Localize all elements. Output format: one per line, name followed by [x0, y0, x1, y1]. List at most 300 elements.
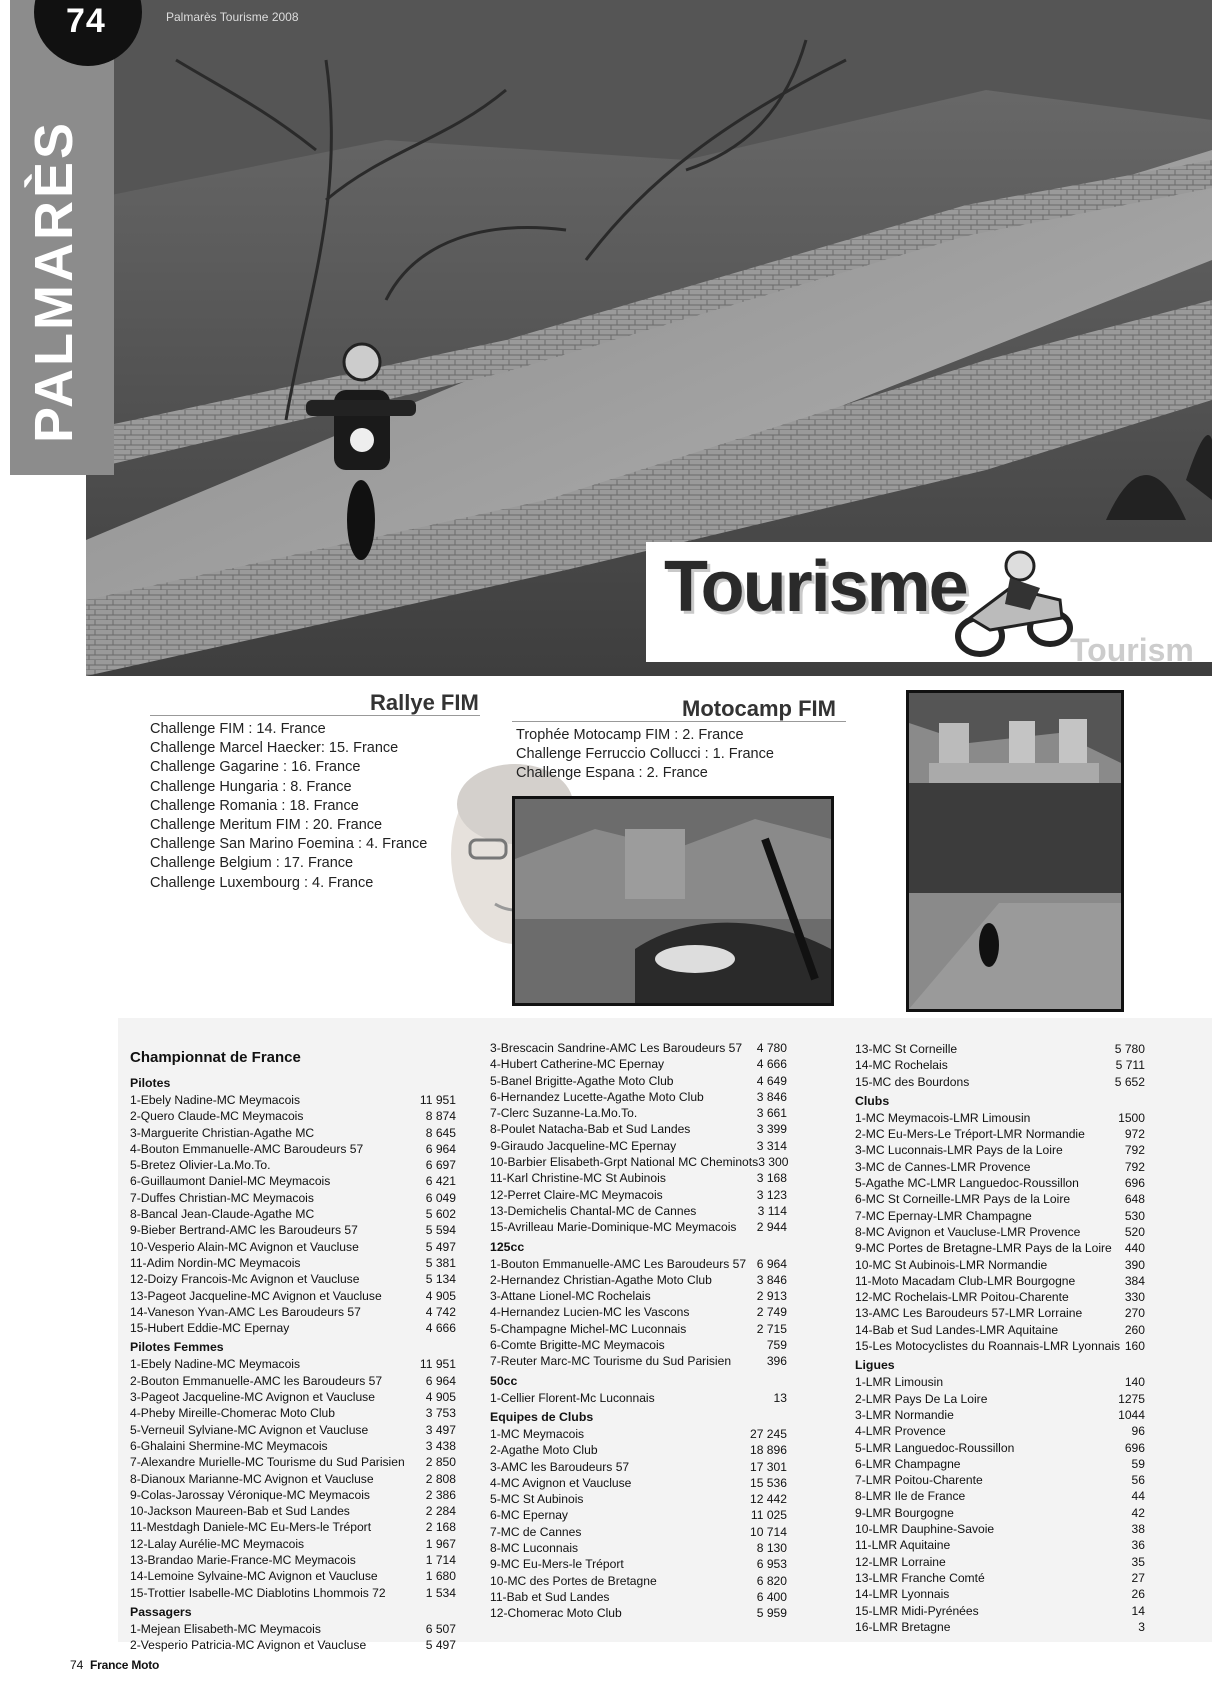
result-name: 6-Comte Brigitte-MC Meymacois	[490, 1338, 665, 1353]
result-name: 9-Colas-Jarossay Véronique-MC Meymacois	[130, 1487, 370, 1502]
result-name: 11-Adim Nordin-MC Meymacois	[130, 1255, 301, 1270]
result-name: 8-MC Luconnais	[490, 1541, 579, 1556]
result-name: 5-Agathe MC-LMR Languedoc-Roussillon	[855, 1176, 1079, 1191]
result-name: 4-Hernandez Lucien-MC les Vascons	[490, 1305, 690, 1320]
result-name: 6-Ghalaini Shermine-MC Meymacois	[130, 1438, 328, 1453]
result-name: 13-Brandao Marie-France-MC Meymacois	[130, 1553, 356, 1568]
group-title: 50cc	[490, 1373, 518, 1388]
result-name: 10-MC des Portes de Bretagne	[490, 1573, 657, 1588]
result-name: 7-MC de Cannes	[490, 1524, 582, 1539]
result-name: 14-Vaneson Yvan-AMC Les Baroudeurs 57	[130, 1304, 361, 1319]
result-points: 4 905	[425, 1288, 456, 1303]
table-row	[130, 1552, 456, 1568]
table-row	[490, 1304, 787, 1320]
result-name: 12-Lalay Aurélie-MC Meymacois	[130, 1536, 305, 1551]
table-row	[130, 1222, 456, 1238]
table-row	[855, 1338, 1145, 1354]
table-row	[490, 1187, 787, 1203]
result-rows	[130, 1092, 456, 1336]
result-rows	[130, 1621, 456, 1654]
table-row	[855, 1057, 1145, 1073]
result-name: 15-MC des Bourdons	[855, 1074, 970, 1089]
table-row	[855, 1257, 1145, 1273]
result-points: 6 400	[756, 1589, 787, 1604]
result-points: 270	[1124, 1306, 1145, 1321]
table-row	[490, 1321, 787, 1337]
table-row	[855, 1440, 1145, 1456]
result-points: 11 951	[419, 1357, 456, 1372]
result-name: 12-Perret Claire-MC Meymacois	[490, 1187, 663, 1202]
result-points: 5 652	[1114, 1074, 1145, 1089]
result-points: 15 536	[750, 1475, 787, 1490]
result-points: 2 168	[425, 1520, 456, 1535]
result-name: 7-Clerc Suzanne-La.Mo.To.	[490, 1106, 638, 1121]
result-points: 2 386	[425, 1487, 456, 1502]
result-name: 2-LMR Pays De La Loire	[855, 1391, 988, 1406]
result-rows	[855, 1110, 1145, 1354]
result-points: 96	[1131, 1424, 1145, 1439]
table-row	[490, 1089, 787, 1105]
rallye-list	[150, 720, 427, 893]
table-row	[490, 1475, 787, 1491]
table-row	[490, 1040, 787, 1056]
result-name: 9-MC Eu-Mers-le Tréport	[490, 1557, 624, 1572]
result-name: 13-Pageot Jacqueline-MC Avignon et Vaucluse	[130, 1288, 382, 1303]
result-points: 3 399	[756, 1122, 787, 1137]
result-points: 792	[1124, 1143, 1145, 1158]
table-row	[490, 1353, 787, 1369]
result-name: 10-MC St Aubinois-LMR Normandie	[855, 1257, 1048, 1272]
table-row	[130, 1503, 456, 1519]
result-points: 59	[1131, 1456, 1145, 1471]
result-name: 8-Bancal Jean-Claude-Agathe MC	[130, 1207, 315, 1222]
motorcycle-village-photo	[512, 796, 834, 1006]
section-title: PALMARÈS	[24, 119, 84, 443]
running-head: Palmarès Tourisme 2008	[166, 10, 299, 24]
result-points: 390	[1124, 1257, 1145, 1272]
result-name: 8-MC Avignon et Vaucluse-LMR Provence	[855, 1224, 1081, 1239]
result-points: 8 874	[425, 1109, 456, 1124]
table-row	[855, 1142, 1145, 1158]
list-item: Challenge Luxembourg : 4. France	[150, 874, 374, 891]
result-points: 17 301	[750, 1459, 787, 1474]
table-row	[855, 1603, 1145, 1619]
table-row	[490, 1170, 787, 1186]
result-name: 2-Quero Claude-MC Meymacois	[130, 1109, 304, 1124]
result-points: 5 497	[425, 1638, 456, 1653]
result-name: 4-LMR Provence	[855, 1424, 946, 1439]
table-row	[490, 1154, 787, 1170]
result-name: 11-Karl Christine-MC St Aubinois	[490, 1171, 666, 1186]
table-row	[855, 1126, 1145, 1142]
result-name: 14-Lemoine Sylvaine-MC Avignon et Vaucluse	[130, 1569, 378, 1584]
result-name: 15-Les Motocyclistes du Roannais-LMR Lyonnais	[855, 1339, 1121, 1354]
result-points: 2 808	[425, 1471, 456, 1486]
result-points: 56	[1131, 1473, 1145, 1488]
result-name: 1-LMR Limousin	[855, 1375, 944, 1390]
result-points: 2 850	[425, 1455, 456, 1470]
result-name: 10-Vesperio Alain-MC Avignon et Vaucluse	[130, 1239, 359, 1254]
table-row	[855, 1456, 1145, 1472]
list-item: Challenge Belgium : 17. France	[150, 855, 354, 872]
result-name: 9-MC Portes de Bretagne-LMR Pays de la Loire	[855, 1241, 1112, 1256]
result-points: 648	[1124, 1192, 1145, 1207]
result-points: 4 742	[425, 1304, 456, 1319]
table-row	[855, 1191, 1145, 1207]
result-points: 3 753	[425, 1406, 456, 1421]
result-name: 9-Giraudo Jacqueline-MC Epernay	[490, 1138, 677, 1153]
result-name: 13-MC St Corneille	[855, 1042, 958, 1056]
result-points: 26	[1131, 1587, 1145, 1602]
group-title: Pilotes	[130, 1076, 171, 1090]
result-name: 2-Agathe Moto Club	[490, 1443, 598, 1458]
result-points: 160	[1124, 1339, 1145, 1354]
result-name: 5-Banel Brigitte-Agathe Moto Club	[490, 1073, 674, 1088]
result-name: 1-Ebely Nadine-MC Meymacois	[130, 1093, 301, 1107]
table-row	[490, 1390, 787, 1406]
result-name: 3-Marguerite Christian-Agathe MC	[130, 1125, 315, 1140]
group-title: Passagers	[130, 1604, 192, 1619]
result-name: 5-MC St Aubinois	[490, 1492, 584, 1507]
list-item: Challenge San Marino Foemina : 4. France	[150, 836, 428, 853]
result-points: 5 497	[425, 1239, 456, 1254]
result-name: 3-Pageot Jacqueline-MC Avignon et Vaucluse	[130, 1390, 375, 1405]
result-points: 6 964	[756, 1256, 787, 1271]
table-row	[130, 1288, 456, 1304]
result-name: 11-LMR Aquitaine	[855, 1538, 951, 1553]
result-points: 696	[1124, 1176, 1145, 1191]
table-row	[130, 1320, 456, 1336]
table-row	[490, 1219, 787, 1235]
result-points: 11 951	[419, 1093, 456, 1107]
result-points: 3 168	[756, 1171, 787, 1186]
result-name: 9-Bieber Bertrand-AMC les Baroudeurs 57	[130, 1223, 358, 1238]
list-item: Trophée Motocamp FIM : 2. France	[516, 727, 744, 743]
result-name: 12-Chomerac Moto Club	[490, 1606, 622, 1621]
result-name: 15-Hubert Eddie-MC Epernay	[130, 1321, 290, 1336]
table-row	[130, 1173, 456, 1189]
result-points: 6 421	[425, 1174, 456, 1189]
table-row	[855, 1074, 1145, 1090]
result-name: 3-LMR Normandie	[855, 1407, 954, 1422]
result-name: 3-Attane Lionel-MC Rochelais	[490, 1289, 651, 1304]
table-row	[490, 1589, 787, 1605]
table-row	[855, 1521, 1145, 1537]
racing-rider-icon	[950, 548, 1080, 663]
result-name: 1-MC Meymacois	[490, 1426, 585, 1441]
result-points: 3 114	[757, 1203, 787, 1218]
table-row	[855, 1619, 1145, 1635]
result-name: 2-Hernandez Christian-Agathe Moto Club	[490, 1272, 712, 1287]
table-row	[130, 1519, 456, 1535]
result-points: 36	[1131, 1538, 1145, 1553]
list-item: Challenge Gagarine : 16. France	[150, 759, 361, 776]
result-name: 4-Bouton Emmanuelle-AMC Baroudeurs 57	[130, 1141, 364, 1156]
table-row	[855, 1240, 1145, 1256]
castle-road-photo	[906, 690, 1124, 1012]
table-row	[130, 1141, 456, 1157]
table-row	[490, 1459, 787, 1475]
result-points: 3 438	[425, 1438, 456, 1453]
result-rows	[490, 1390, 787, 1406]
result-name: 1-Bouton Emmanuelle-AMC Les Baroudeurs 57	[490, 1256, 747, 1271]
result-points: 5 381	[425, 1255, 456, 1270]
result-points: 13	[773, 1390, 787, 1405]
result-name: 11-Mestdagh Daniele-MC Eu-Mers-le Tréport	[130, 1520, 372, 1535]
table-row	[130, 1255, 456, 1271]
table-row	[855, 1423, 1145, 1439]
table-row	[855, 1208, 1145, 1224]
group-title: Clubs	[855, 1093, 890, 1108]
result-points: 530	[1124, 1208, 1145, 1223]
result-name: 2-MC Eu-Mers-Le Tréport-LMR Normandie	[855, 1127, 1085, 1142]
results-column-1	[130, 1048, 456, 1654]
result-name: 1-Mejean Elisabeth-MC Meymacois	[130, 1621, 321, 1636]
result-name: 2-Bouton Emmanuelle-AMC les Baroudeurs 57	[130, 1373, 383, 1388]
result-name: 1-Ebely Nadine-MC Meymacois	[130, 1357, 301, 1372]
result-name: 13-AMC Les Baroudeurs 57-LMR Lorraine	[855, 1306, 1083, 1321]
result-name: 1-MC Meymacois-LMR Limousin	[855, 1110, 1031, 1125]
result-name: 11-Bab et Sud Landes	[490, 1589, 610, 1604]
table-row	[130, 1585, 456, 1601]
group-title: 125cc	[490, 1239, 525, 1254]
table-row	[855, 1586, 1145, 1602]
result-points: 2 944	[756, 1220, 787, 1235]
result-points: 1275	[1118, 1391, 1145, 1406]
table-row	[855, 1159, 1145, 1175]
result-points: 44	[1131, 1489, 1145, 1504]
page-footer	[70, 1658, 159, 1672]
result-name: 3-Brescacin Sandrine-AMC Les Baroudeurs 57	[490, 1041, 743, 1055]
table-row	[130, 1304, 456, 1320]
result-points: 5 134	[425, 1272, 456, 1287]
result-name: 3-MC Luconnais-LMR Pays de la Loire	[855, 1143, 1063, 1158]
table-row	[130, 1092, 456, 1108]
table-row	[130, 1206, 456, 1222]
result-name: 10-Barbier Elisabeth-Grpt National MC Cheminots	[490, 1155, 759, 1170]
result-points: 5 602	[425, 1207, 456, 1222]
headline-ghost: Tourism	[1070, 632, 1194, 668]
results-column-3	[855, 1041, 1145, 1635]
result-points: 1500	[1118, 1110, 1145, 1125]
table-row	[130, 1373, 456, 1389]
result-points: 972	[1124, 1127, 1145, 1142]
result-name: 6-Guillaumont Daniel-MC Meymacois	[130, 1174, 331, 1189]
list-item: Challenge FIM : 14. France	[150, 721, 326, 737]
result-points: 1 714	[425, 1553, 456, 1568]
result-points: 42	[1131, 1505, 1145, 1520]
table-row	[130, 1157, 456, 1173]
table-row	[855, 1322, 1145, 1338]
result-points: 38	[1131, 1522, 1145, 1537]
result-points: 1 680	[425, 1569, 456, 1584]
table-row	[130, 1454, 456, 1470]
result-name: 14-LMR Lyonnais	[855, 1587, 950, 1602]
result-points: 8 645	[425, 1125, 456, 1140]
group-title: Equipes de Clubs	[490, 1409, 594, 1424]
divider	[150, 715, 480, 716]
result-name: 15-Avrilleau Marie-Dominique-MC Meymacois	[490, 1220, 737, 1235]
list-item: Challenge Marcel Haecker: 15. France	[150, 740, 399, 757]
result-name: 12-LMR Lorraine	[855, 1554, 946, 1569]
result-points: 2 913	[756, 1289, 787, 1304]
table-row	[855, 1041, 1145, 1057]
table-row	[130, 1125, 456, 1141]
table-row	[130, 1536, 456, 1552]
result-points: 3 846	[756, 1089, 787, 1104]
result-points: 6 953	[756, 1557, 787, 1572]
result-points: 2 715	[756, 1321, 787, 1336]
result-points: 1044	[1118, 1407, 1145, 1422]
result-name: 10-Jackson Maureen-Bab et Sud Landes	[130, 1504, 350, 1519]
footer-magazine: France Moto	[90, 1658, 160, 1672]
result-points: 330	[1124, 1290, 1145, 1305]
table-row	[130, 1356, 456, 1372]
table-row	[855, 1407, 1145, 1423]
table-row	[855, 1374, 1145, 1390]
result-points: 792	[1124, 1159, 1145, 1174]
table-row	[490, 1056, 787, 1072]
table-row	[855, 1505, 1145, 1521]
table-row	[855, 1224, 1145, 1240]
table-row	[490, 1337, 787, 1353]
motocamp-title: Motocamp FIM	[682, 696, 836, 721]
result-points: 2 749	[756, 1305, 787, 1320]
result-points: 4 905	[425, 1390, 456, 1405]
result-points: 14	[1131, 1603, 1145, 1618]
result-points: 1 534	[425, 1585, 456, 1600]
result-name: 12-Doizy Francois-Mc Avignon et Vaucluse	[130, 1272, 360, 1287]
result-name: 7-Alexandre Murielle-MC Tourisme du Sud Parisien	[130, 1455, 405, 1470]
result-name: 8-LMR Ile de France	[855, 1489, 966, 1504]
result-rows	[490, 1426, 787, 1622]
result-rows	[490, 1256, 787, 1370]
table-row	[130, 1190, 456, 1206]
rallye-title: Rallye FIM	[370, 690, 479, 715]
result-points: 696	[1124, 1440, 1145, 1455]
result-points: 3 497	[425, 1422, 456, 1437]
result-points: 3 300	[758, 1155, 789, 1170]
table-row	[490, 1524, 787, 1540]
table-row	[130, 1568, 456, 1584]
result-points: 3 123	[756, 1187, 787, 1202]
table-row	[855, 1110, 1145, 1126]
result-name: 3-MC de Cannes-LMR Provence	[855, 1159, 1031, 1174]
table-row	[490, 1442, 787, 1458]
result-name: 3-AMC les Baroudeurs 57	[490, 1459, 630, 1474]
result-points: 12 442	[750, 1492, 787, 1507]
result-name: 7-LMR Poitou-Charente	[855, 1473, 983, 1488]
result-name: 8-Dianoux Marianne-MC Avignon et Vaucluse	[130, 1471, 374, 1486]
table-row	[490, 1105, 787, 1121]
result-name: 5-Bretez Olivier-La.Mo.To.	[130, 1158, 271, 1173]
list-item: Challenge Espana : 2. France	[516, 765, 708, 782]
table-row	[130, 1239, 456, 1255]
table-row	[130, 1471, 456, 1487]
result-rows	[490, 1040, 787, 1236]
result-points: 6 049	[425, 1190, 456, 1205]
result-points: 5 594	[425, 1223, 456, 1238]
table-row	[855, 1391, 1145, 1407]
table-row	[130, 1637, 456, 1653]
result-name: 5-Champagne Michel-MC Luconnais	[490, 1321, 687, 1336]
result-name: 1-Cellier Florent-Mc Luconnais	[490, 1390, 655, 1405]
result-name: 4-MC Avignon et Vaucluse	[490, 1475, 632, 1490]
result-points: 440	[1124, 1241, 1145, 1256]
table-row	[130, 1271, 456, 1287]
result-points: 6 964	[425, 1373, 456, 1388]
result-name: 8-Poulet Natacha-Bab et Sud Landes	[490, 1122, 691, 1137]
result-points: 759	[766, 1338, 787, 1353]
table-row	[490, 1073, 787, 1089]
result-name: 15-Trottier Isabelle-MC Diablotins Lhommois 72	[130, 1585, 386, 1600]
result-points: 6 820	[756, 1573, 787, 1588]
table-row	[130, 1405, 456, 1421]
result-name: 10-LMR Dauphine-Savoie	[855, 1522, 995, 1537]
result-name: 7-Reuter Marc-MC Tourisme du Sud Parisien	[490, 1354, 732, 1369]
result-points: 1 967	[425, 1536, 456, 1551]
result-name: 14-Bab et Sud Landes-LMR Aquitaine	[855, 1322, 1059, 1337]
divider	[512, 721, 846, 722]
result-points: 2 284	[425, 1504, 456, 1519]
group-title: Ligues	[855, 1358, 895, 1373]
result-points: 11 025	[750, 1508, 787, 1523]
table-row	[855, 1488, 1145, 1504]
result-points: 35	[1131, 1554, 1145, 1569]
result-name: 11-Moto Macadam Club-LMR Bourgogne	[855, 1273, 1076, 1288]
table-row	[855, 1175, 1145, 1191]
table-row	[855, 1537, 1145, 1553]
table-row	[490, 1573, 787, 1589]
table-row	[490, 1203, 787, 1219]
result-name: 5-LMR Languedoc-Roussillon	[855, 1440, 1015, 1455]
result-points: 5 711	[1115, 1058, 1145, 1073]
result-rows	[130, 1356, 456, 1600]
result-points: 4 666	[756, 1057, 787, 1072]
list-item: Challenge Romania : 18. France	[150, 797, 359, 814]
result-name: 2-Vesperio Patricia-MC Avignon et Vaucluse	[130, 1638, 367, 1653]
table-row	[490, 1121, 787, 1137]
result-name: 7-MC Epernay-LMR Champagne	[855, 1208, 1032, 1223]
result-points: 6 697	[425, 1158, 456, 1173]
table-row	[490, 1288, 787, 1304]
page-number: 74	[66, 2, 106, 40]
table-row	[490, 1426, 787, 1442]
table-row	[855, 1289, 1145, 1305]
table-row	[490, 1138, 787, 1154]
table-row	[490, 1507, 787, 1523]
result-name: 5-Verneuil Sylviane-MC Avignon et Vaucluse	[130, 1422, 369, 1437]
motocamp-list	[516, 726, 774, 784]
table-row	[130, 1438, 456, 1454]
result-rows	[855, 1041, 1145, 1090]
table-row	[855, 1554, 1145, 1570]
result-points: 4 649	[756, 1073, 787, 1088]
result-points: 260	[1124, 1322, 1145, 1337]
results-column-2	[490, 1040, 787, 1622]
result-name: 6-Hernandez Lucette-Agathe Moto Club	[490, 1089, 704, 1104]
table-row	[130, 1108, 456, 1124]
result-points: 520	[1124, 1224, 1145, 1239]
list-item: Challenge Meritum FIM : 20. France	[150, 817, 383, 834]
result-rows	[855, 1374, 1145, 1635]
result-points: 3 661	[756, 1106, 787, 1121]
result-name: 14-MC Rochelais	[855, 1058, 948, 1073]
result-points: 8 130	[756, 1541, 787, 1556]
result-name: 13-LMR Franche Comté	[855, 1570, 985, 1585]
result-name: 7-Duffes Christian-MC Meymacois	[130, 1190, 314, 1205]
table-row	[490, 1272, 787, 1288]
